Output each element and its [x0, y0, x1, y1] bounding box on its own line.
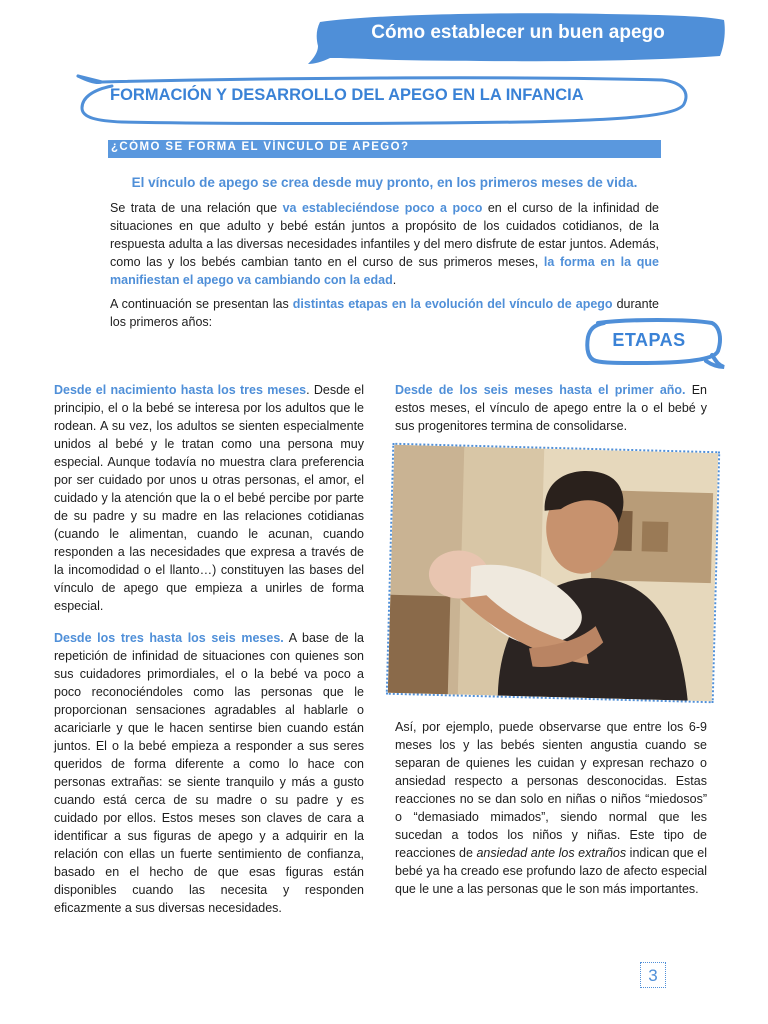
stages-intro-paragraph: [110, 295, 659, 331]
highlight: va estableciéndose poco a poco: [282, 201, 483, 215]
text: Se trata de una relación que: [110, 201, 283, 215]
highlight: la forma en la que manifiestan el apego va cambiando con la edad: [110, 255, 660, 287]
text: durante los primeros años:: [110, 297, 660, 329]
italic-term: ansiedad ante los extraños: [476, 846, 627, 860]
etapas-label: ETAPAS: [612, 330, 686, 350]
text: .: [392, 273, 397, 287]
stage-heading: Desde de los seis meses hasta el primer año.: [395, 383, 686, 397]
text: A continuación se presentan las: [110, 297, 293, 311]
stage-0-3-months: [54, 381, 364, 615]
photo-illustration: [388, 445, 718, 701]
subsection-bar: [108, 140, 661, 158]
text: en el curso de la infinidad de situaciones en que adulto y bebé están juntos a propósito de los cuidados cotidianos, de la respuesta adulta a las diversas necesidades infantiles y del mero disfrute de estar juntos. Además, como las y los bebés cambian tanto en el curso de sus primeros meses,: [110, 201, 659, 269]
photo-father-holding-baby: [386, 443, 720, 703]
stage-text: . Desde el principio, el o la bebé se interesa por los adultos que le rodean. A su vez, los adultos se sienten especialmente unidos al bebé y le tratan como una persona muy especial. Aunque todavía no muestra clara preferencia por ser cuidado por unos u otras personas, el amor, el cuidado y la atención que la o el bebé percibe por parte de su padre y su madre en las relaciones cotidianas (cuando le alimentan, cuando le acunan, cuando responden a las necesidades que expresa a través de la incomodidad o el llanto…) constituyen las bases del vínculo de apego que empieza a unirles de forma especial.: [54, 383, 364, 613]
text: Así, por ejemplo, puede observarse que entre los 6-9 meses los y las bebés sienten angustia cuando se separan de quienes les cuidan y expresan rechazo o ansiedad respecto a personas desconocidas. Estas reacciones no se dan solo en niñas o niños “miedosos” o “demasiado mimados”, siendo normal que les sucedan a todos los niños y niñas. Este tipo de reacciones de: [395, 720, 707, 860]
stage-3-6-months: [54, 629, 364, 917]
stage-text: En estos meses, el vínculo de apego entre la o el bebé y sus progenitores termina de consolidarse.: [395, 383, 707, 433]
intro-paragraph: [110, 199, 659, 289]
text: indican que el bebé ya ha creado ese profundo lazo de afecto especial que le une a las personas que le son más importantes.: [395, 846, 707, 896]
stage-heading: Desde el nacimiento hasta los tres meses: [54, 383, 307, 397]
stage-text: A base de la repetición de infinidad de situaciones con quienes son sus cuidadores primordiales, el o la bebé va poco a poco reconociéndoles como las personas que le proporcionan sensaciones agradables al hablarle o acariciarle y que le hacen sentirse bien cuando están juntos. El o la bebé empieza a responder a sus seres queridos de forma diferente a como lo hace con personas extrañas: se siente tranquilo y más a gusto cuando está cerca de su madre o su padre y es cuidado por ellos. Estos meses son claves de cara a identificar a sus figuras de apego y a adquirir en la relación con ellas un fuerte sentimiento de confianza, basado en el hecho de que esas figuras están disponibles cuando las necesita y responden eficazmente a sus diversas necesidades.: [54, 631, 364, 915]
subsection-title: ¿CÓMO SE FORMA EL VÍNCULO DE APEGO?: [111, 141, 410, 153]
banner-title: Cómo establecer un buen apego: [371, 22, 665, 43]
stage-6-12-months: [395, 381, 707, 435]
section-title: FORMACIÓN Y DESARROLLO DEL APEGO EN LA INFANCIA: [110, 86, 584, 104]
anxiety-paragraph: [395, 718, 707, 898]
stage-heading: Desde los tres hasta los seis meses.: [54, 631, 284, 645]
page-number: 3: [640, 962, 666, 988]
highlight: distintas etapas en la evolución del vínculo de apego: [292, 297, 613, 311]
lead-sentence: El vínculo de apego se crea desde muy pronto, en los primeros meses de vida.: [131, 175, 638, 190]
